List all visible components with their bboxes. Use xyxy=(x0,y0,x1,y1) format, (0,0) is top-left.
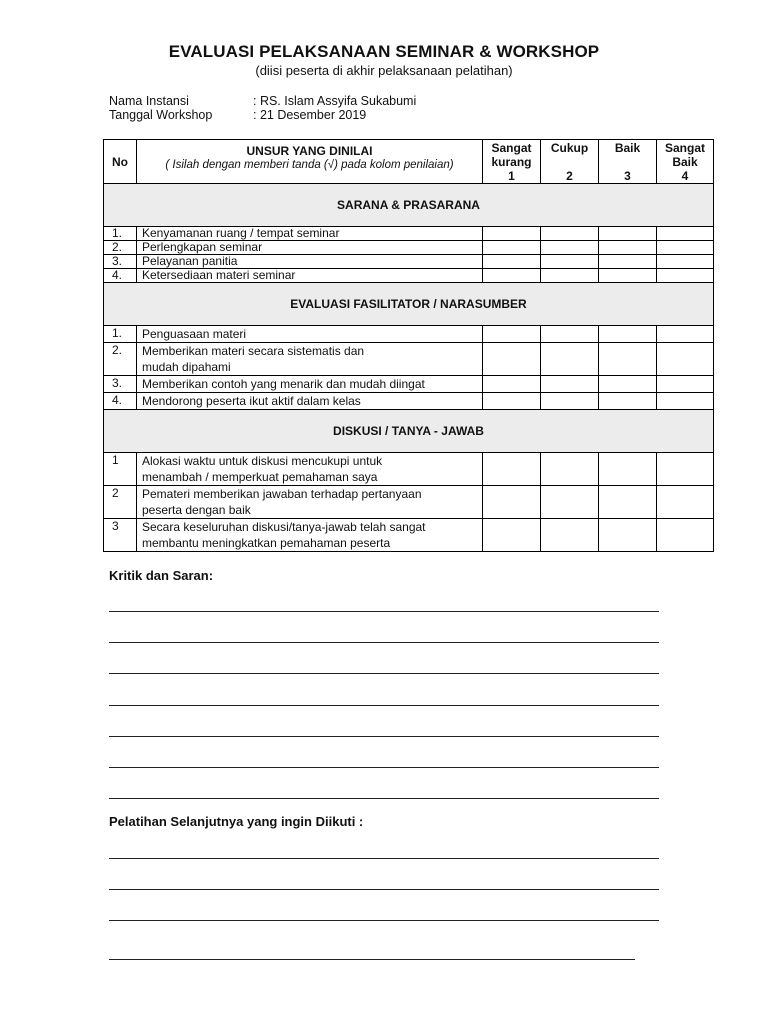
score-label: Sangat xyxy=(491,141,532,155)
rating-cell[interactable] xyxy=(599,241,657,255)
rating-cell[interactable] xyxy=(483,269,541,283)
item-number: 2. xyxy=(104,241,137,255)
item-number: 4. xyxy=(104,393,137,410)
section-row xyxy=(104,283,714,326)
rating-cell[interactable] xyxy=(483,453,541,486)
rating-cell[interactable] xyxy=(541,519,599,552)
table-header-row xyxy=(104,140,714,184)
item-text: Memberikan contoh yang menarik dan mudah diingat xyxy=(137,376,483,393)
item-text: Penguasaan materi xyxy=(137,326,483,343)
rating-cell[interactable] xyxy=(657,519,714,552)
score-label: Sangat xyxy=(664,141,705,155)
tanggal-row xyxy=(109,108,366,122)
pelatihan-answer-line[interactable] xyxy=(109,858,659,859)
rating-cell[interactable] xyxy=(599,255,657,269)
rating-cell[interactable] xyxy=(599,326,657,343)
pelatihan-answer-line[interactable] xyxy=(109,920,659,921)
rating-cell[interactable] xyxy=(483,376,541,393)
score-number: 1 xyxy=(508,169,515,183)
rating-cell[interactable] xyxy=(483,519,541,552)
col-unsur-note: ( Isilah dengan memberi tanda (√) pada kolom penilaian) xyxy=(165,159,454,171)
score-number: 2 xyxy=(566,169,573,183)
section-title: DISKUSI / TANYA - JAWAB xyxy=(104,410,714,453)
rating-cell[interactable] xyxy=(483,241,541,255)
table-row xyxy=(104,486,714,519)
rating-cell[interactable] xyxy=(657,343,714,376)
instansi-label: Nama Instansi xyxy=(109,94,189,108)
score-label: Cukup xyxy=(550,141,589,155)
score-header-4 xyxy=(657,140,714,184)
pelatihan-answer-line[interactable] xyxy=(109,959,635,960)
item-text: Alokasi waktu untuk diskusi mencukupi untuk menambah / memperkuat pemahaman saya xyxy=(137,453,483,486)
rating-cell[interactable] xyxy=(541,376,599,393)
item-number: 2 xyxy=(104,486,137,519)
kritik-answer-line[interactable] xyxy=(109,673,659,674)
kritik-answer-line[interactable] xyxy=(109,798,659,799)
rating-cell[interactable] xyxy=(541,343,599,376)
rating-cell[interactable] xyxy=(599,376,657,393)
section-title: SARANA & PRASARANA xyxy=(104,184,714,227)
tanggal-label: Tanggal Workshop xyxy=(109,108,213,122)
table-row xyxy=(104,376,714,393)
rating-cell[interactable] xyxy=(541,241,599,255)
item-number: 1 xyxy=(104,453,137,486)
score-label: Baik xyxy=(672,155,698,169)
rating-cell[interactable] xyxy=(599,453,657,486)
item-text: Perlengkapan seminar xyxy=(137,241,483,255)
item-text: Secara keseluruhan diskusi/tanya-jawab telah sangat membantu meningkatkan pemahaman peserta xyxy=(137,519,483,552)
kritik-answer-line[interactable] xyxy=(109,705,659,706)
kritik-answer-line[interactable] xyxy=(109,611,659,612)
rating-cell[interactable] xyxy=(657,486,714,519)
form-title: EVALUASI PELAKSANAAN SEMINAR & WORKSHOP xyxy=(168,42,600,61)
rating-cell[interactable] xyxy=(599,343,657,376)
kritik-label: Kritik dan Saran: xyxy=(109,568,214,583)
table-row xyxy=(104,393,714,410)
rating-cell[interactable] xyxy=(657,453,714,486)
table-row xyxy=(104,343,714,376)
rating-cell[interactable] xyxy=(483,227,541,241)
col-unsur-header xyxy=(137,140,483,184)
rating-cell[interactable] xyxy=(599,519,657,552)
section-row xyxy=(104,410,714,453)
item-text: Pemateri memberikan jawaban terhadap pertanyaan peserta dengan baik xyxy=(137,486,483,519)
item-text: Kenyamanan ruang / tempat seminar xyxy=(137,227,483,241)
kritik-answer-line[interactable] xyxy=(109,642,659,643)
item-number: 3. xyxy=(104,376,137,393)
rating-cell[interactable] xyxy=(657,393,714,410)
col-unsur-title: UNSUR YANG DINILAI xyxy=(246,144,373,158)
instansi-row xyxy=(109,94,416,108)
rating-cell[interactable] xyxy=(599,227,657,241)
instansi-value: : RS. Islam Assyifa Sukabumi xyxy=(253,94,417,108)
item-text: Ketersediaan materi seminar xyxy=(137,269,483,283)
rating-cell[interactable] xyxy=(657,269,714,283)
col-no-header: No xyxy=(104,140,137,184)
item-number: 4. xyxy=(104,269,137,283)
kritik-answer-line[interactable] xyxy=(109,767,659,768)
rating-cell[interactable] xyxy=(599,393,657,410)
rating-cell[interactable] xyxy=(541,453,599,486)
rating-cell[interactable] xyxy=(657,227,714,241)
table-row xyxy=(104,453,714,486)
rating-cell[interactable] xyxy=(541,269,599,283)
rating-cell[interactable] xyxy=(541,255,599,269)
score-number: 3 xyxy=(624,169,631,183)
kritik-answer-line[interactable] xyxy=(109,736,659,737)
item-number: 2. xyxy=(104,343,137,376)
rating-cell[interactable] xyxy=(599,486,657,519)
item-text: Memberikan materi secara sistematis dan mudah dipahami xyxy=(137,343,483,376)
item-number: 1. xyxy=(104,227,137,241)
table-row xyxy=(104,269,714,283)
rating-cell[interactable] xyxy=(657,376,714,393)
score-number: 4 xyxy=(681,169,689,183)
section-row xyxy=(104,184,714,227)
rating-cell[interactable] xyxy=(657,241,714,255)
item-text: Pelayanan panitia xyxy=(137,255,483,269)
score-header-2 xyxy=(541,140,599,184)
score-header-3 xyxy=(599,140,657,184)
rating-cell[interactable] xyxy=(541,393,599,410)
rating-cell[interactable] xyxy=(541,326,599,343)
rating-cell[interactable] xyxy=(483,393,541,410)
rating-cell[interactable] xyxy=(541,227,599,241)
item-number: 3. xyxy=(104,255,137,269)
table-row xyxy=(104,227,714,241)
pelatihan-answer-line[interactable] xyxy=(109,889,659,890)
section-title: EVALUASI FASILITATOR / NARASUMBER xyxy=(104,283,714,326)
tanggal-value: : 21 Desember 2019 xyxy=(253,108,367,122)
evaluation-table xyxy=(103,139,714,552)
rating-cell[interactable] xyxy=(541,486,599,519)
rating-cell[interactable] xyxy=(483,326,541,343)
table-row xyxy=(104,241,714,255)
item-number: 1. xyxy=(104,326,137,343)
item-number: 3 xyxy=(104,519,137,552)
table-row xyxy=(104,519,714,552)
table-row xyxy=(104,326,714,343)
rating-cell[interactable] xyxy=(599,269,657,283)
item-text: Mendorong peserta ikut aktif dalam kelas xyxy=(137,393,483,410)
score-header-1 xyxy=(483,140,541,184)
rating-cell[interactable] xyxy=(483,486,541,519)
score-label: Baik xyxy=(614,141,641,155)
rating-cell[interactable] xyxy=(483,343,541,376)
score-label: kurang xyxy=(491,155,532,169)
rating-cell[interactable] xyxy=(657,326,714,343)
pelatihan-label: Pelatihan Selanjutnya yang ingin Diikuti : xyxy=(109,814,364,829)
table-row xyxy=(104,255,714,269)
rating-cell[interactable] xyxy=(483,255,541,269)
form-subtitle: (diisi peserta di akhir pelaksanaan pelatihan) xyxy=(255,63,513,78)
rating-cell[interactable] xyxy=(657,255,714,269)
